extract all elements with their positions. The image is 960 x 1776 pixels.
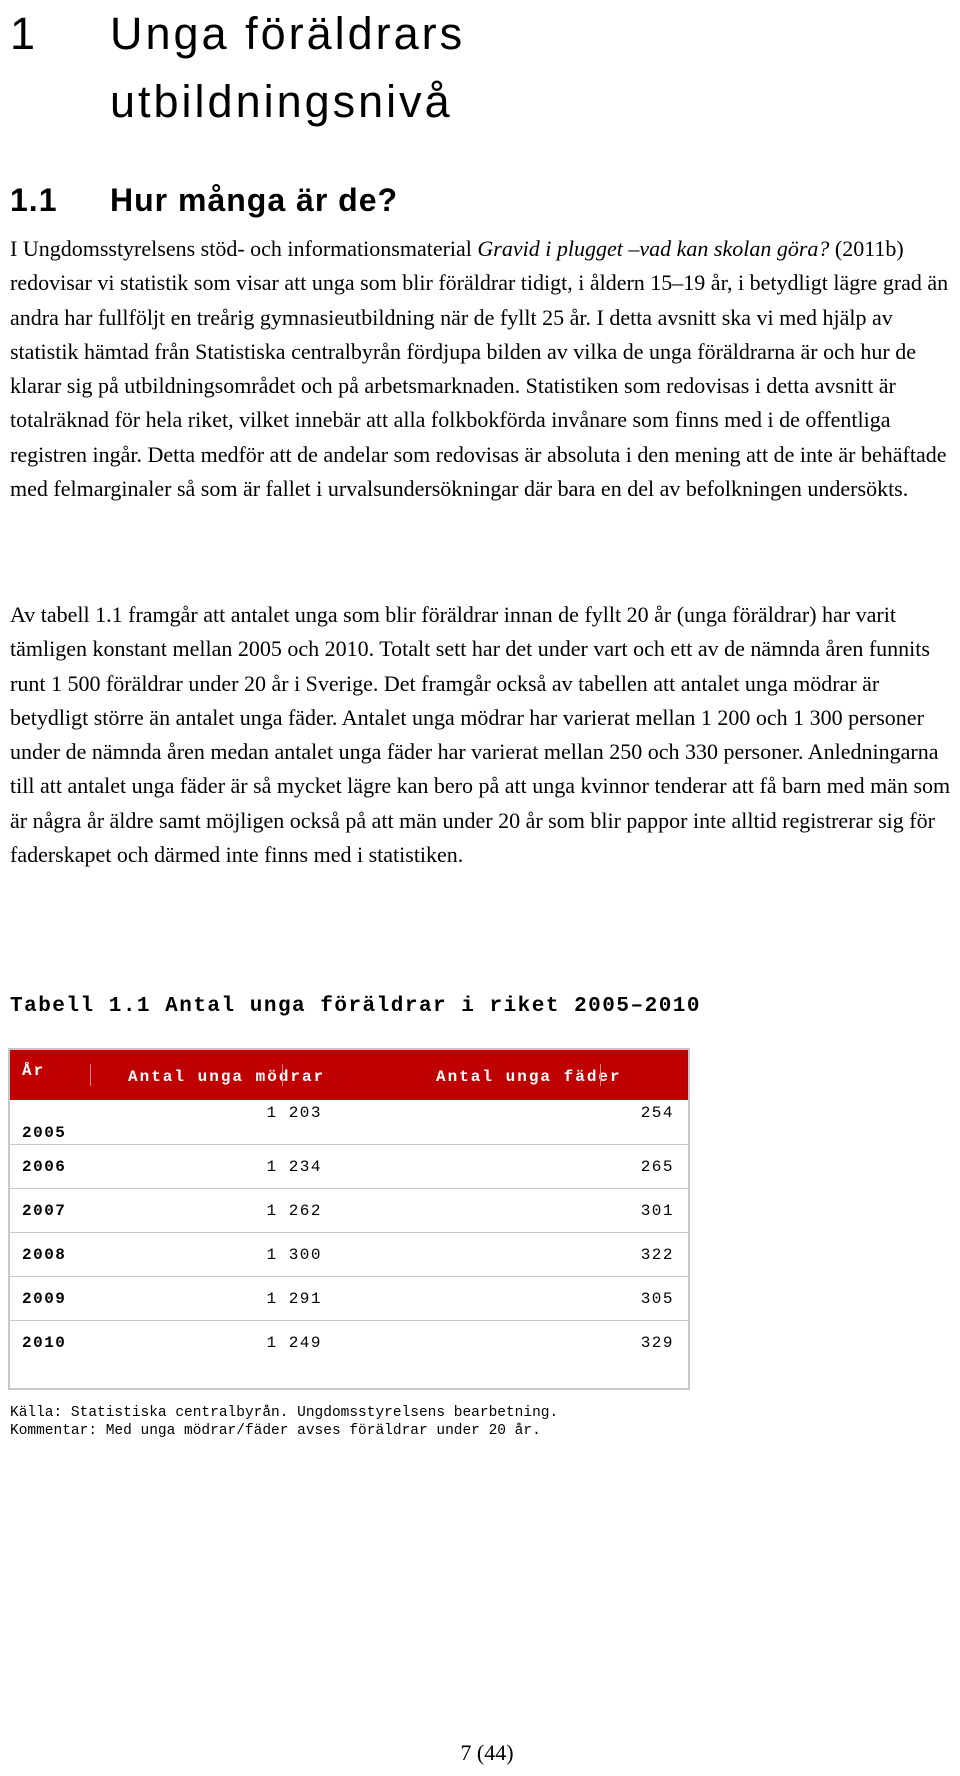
row-fathers: 329 xyxy=(640,1334,674,1352)
paragraph-intro-lead: I Ungdomsstyrelsens stöd- och informationsmaterial xyxy=(10,236,478,261)
publication-title: Gravid i plugget –vad kan skolan göra? xyxy=(477,236,830,261)
header-year: År xyxy=(22,1062,46,1080)
table-row xyxy=(10,1100,688,1144)
table-row xyxy=(10,1320,688,1368)
table-row xyxy=(10,1144,688,1192)
row-mothers: 1 234 xyxy=(266,1158,322,1176)
header-mothers: Antal unga mödrar xyxy=(128,1068,326,1086)
table-row xyxy=(10,1276,688,1324)
row-mothers: 1 262 xyxy=(266,1202,322,1220)
page-number xyxy=(0,1740,960,1766)
row-fathers: 254 xyxy=(640,1104,674,1122)
header-divider xyxy=(600,1064,601,1086)
row-year: 2006 xyxy=(22,1158,67,1176)
row-mothers: 1 249 xyxy=(266,1334,322,1352)
table-header-row xyxy=(10,1050,688,1100)
row-fathers: 265 xyxy=(640,1158,674,1176)
paragraph-intro xyxy=(10,232,955,506)
table-caption: Tabell 1.1 Antal unga föräldrar i riket 2005–2010 xyxy=(10,995,702,1018)
row-fathers: 305 xyxy=(640,1290,674,1308)
paragraph-intro-rest: (2011b) redovisar vi statistik som visar att unga som blir föräldrar tidigt, i åldern 15–19 år, i betydligt lägre grad än andra har fullföljt en treårig gymnasieutbildning när de fyllt 25 år. I detta avsnitt ska vi med hjälp av statistik hämtad från Statistiska centralbyrån fördjupa bilden av vilka de unga föräldrarna är och hur de klarar sig på utbildningsområdet och på arbetsmarknaden. Statistiken som redovisas i detta avsnitt är totalräknad för hela riket, vilket innebär att alla folkbokförda invånare som finns med i de offentliga registren ingår. Detta medför att de andelar som redovisas är absoluta i den mening att de inte är behäftade med felmarginaler så som är fallet i urvalsundersökningar där bara en del av befolkningen undersökts. xyxy=(10,236,949,502)
row-fathers: 322 xyxy=(640,1246,674,1264)
chapter-title: Unga föräldrars utbildningsnivå xyxy=(110,8,466,127)
header-fathers: Antal unga fäder xyxy=(436,1068,622,1086)
row-mothers: 1 300 xyxy=(266,1246,322,1264)
section-number: 1.1 xyxy=(10,182,58,218)
chapter-number: 1 xyxy=(10,8,39,59)
page-number-text: 7 (44) xyxy=(460,1740,514,1765)
table-source-note xyxy=(10,1404,558,1440)
section-title: Hur många är de? xyxy=(110,182,399,218)
row-year: 2007 xyxy=(22,1202,67,1220)
row-year: 2005 xyxy=(22,1124,67,1142)
table-row xyxy=(10,1232,688,1280)
row-fathers: 301 xyxy=(640,1202,674,1220)
header-divider xyxy=(90,1064,91,1086)
comment-line: Kommentar: Med unga mödrar/fäder avses föräldrar under 20 år. xyxy=(10,1423,541,1439)
row-mothers: 1 203 xyxy=(266,1104,322,1122)
source-line: Källa: Statistiska centralbyrån. Ungdomsstyrelsens bearbetning. xyxy=(10,1405,559,1421)
row-year: 2010 xyxy=(22,1334,67,1352)
parents-table xyxy=(8,1048,690,1390)
row-mothers: 1 291 xyxy=(266,1290,322,1308)
paragraph-table-discussion: Av tabell 1.1 framgår att antalet unga som blir föräldrar innan de fyllt 20 år (unga föräldrar) har varit tämligen konstant mellan 2005 och 2010. Totalt sett har det under vart och ett av de nämnda åren funnits runt 1 500 föräldrar under 20 år i Sverige. Det framgår också av tabellen att antalet unga mödrar är betydligt större än antalet unga fäder. Antalet unga mödrar har varierat mellan 1 200 och 1 300 personer under de nämnda åren medan antalet unga fäder har varierat mellan 250 och 330 personer. Anledningarna till att antalet unga fäder är så mycket lägre kan bero på att unga kvinnor tenderar att få barn med män som är några år äldre samt möjligen också på att män under 20 år som blir pappor inte alltid registrerar sig för faderskapet och därmed inte finns med i statistiken. xyxy=(10,602,951,868)
row-year: 2008 xyxy=(22,1246,67,1264)
table-row xyxy=(10,1188,688,1236)
row-year: 2009 xyxy=(22,1290,67,1308)
header-divider xyxy=(282,1064,283,1086)
